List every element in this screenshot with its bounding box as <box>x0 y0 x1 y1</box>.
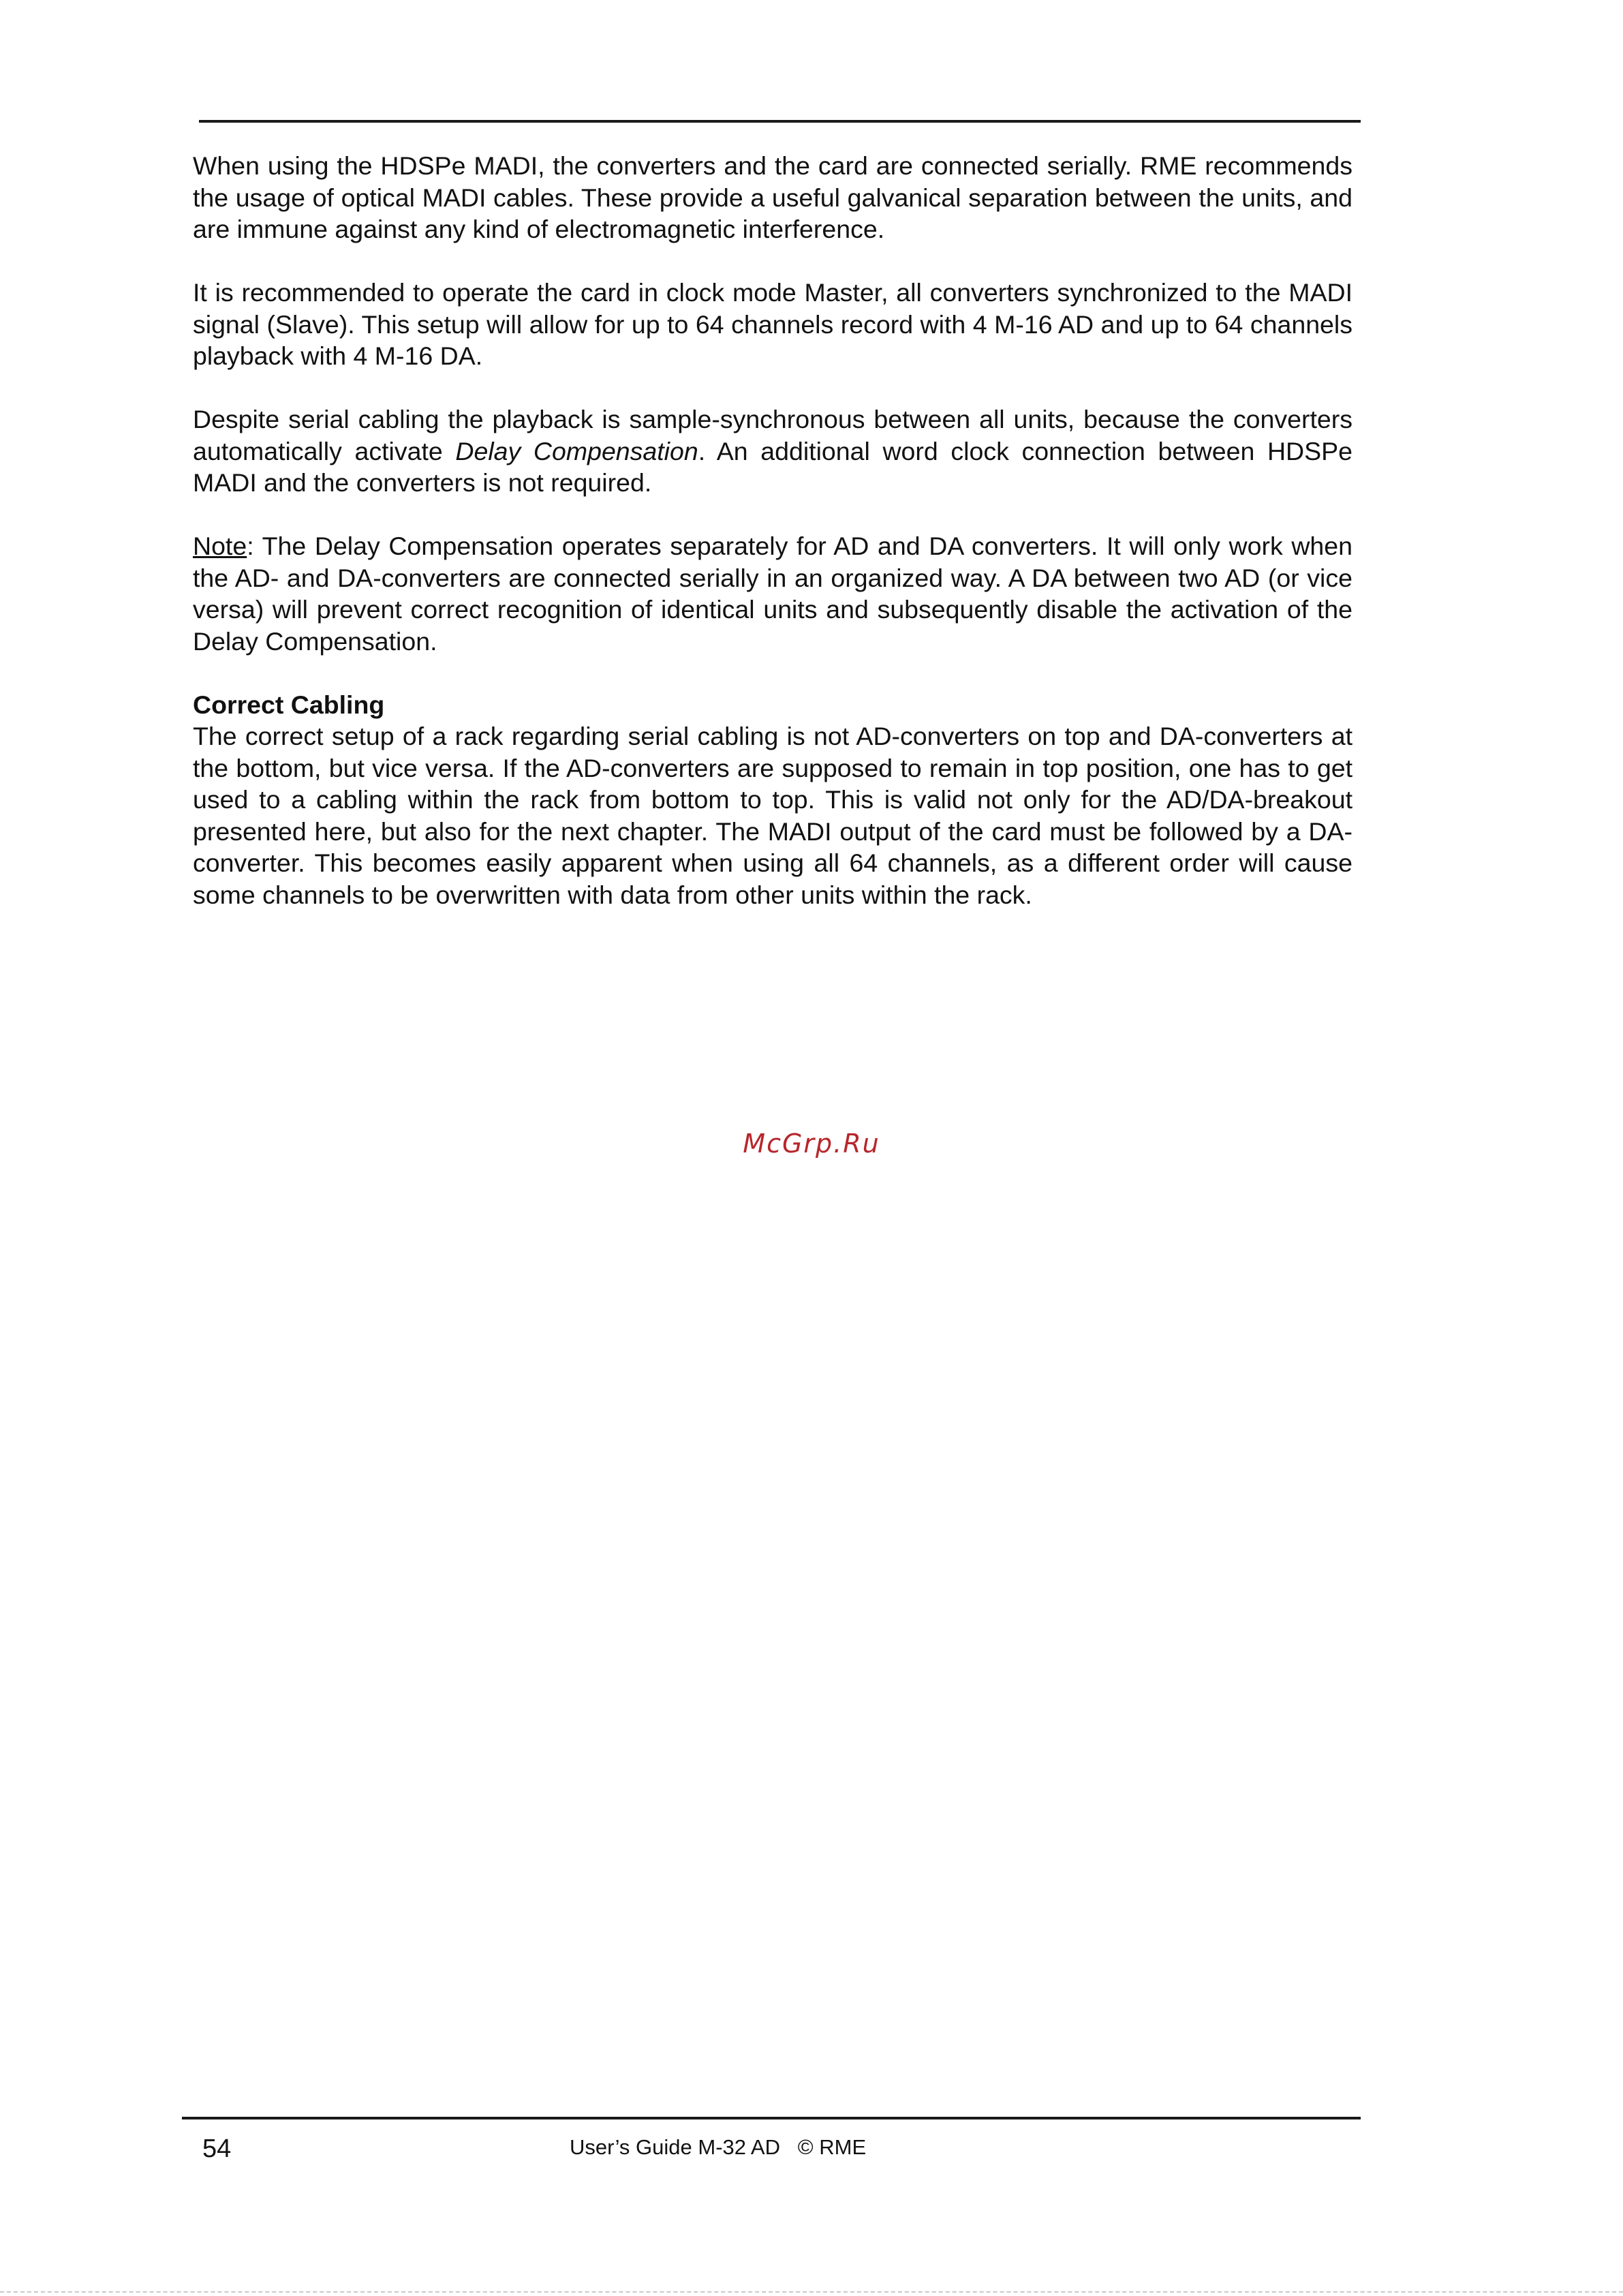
paragraph-note <box>193 530 1352 657</box>
section-heading-correct-cabling: Correct Cabling <box>193 690 385 719</box>
delay-text-after: . An additional word clock connection between HDSPe MADI and the converters is not required. <box>193 436 1352 497</box>
note-text: : The Delay Compensation operates separately for AD and DA converters. It will only work when the AD- and DA-converters are connected serially in an organized way. A DA between two AD (or vice versa) will prevent correct recognition of identical units and subsequently disable the activation of the Delay Compensation. <box>193 532 1352 656</box>
watermark: McGrp.Ru <box>743 1129 880 1159</box>
paragraph-serial-connection: When using the HDSPe MADI, the converters and the card are connected serially. RME recommends the usage of optical MADI cables. These provide a useful galvanical separation between the units, and are immune against any kind of electromagnetic interference. <box>193 151 1352 243</box>
footer-guide-title: User’s Guide M-32 AD © RME <box>570 2135 867 2159</box>
page-number: 54 <box>202 2134 232 2163</box>
footer-rule <box>182 2117 1361 2119</box>
note-label: Note <box>193 532 247 560</box>
page-body <box>193 150 1352 910</box>
delay-compensation-term: Delay Compensation <box>455 436 698 465</box>
paragraph-delay-compensation <box>193 403 1352 499</box>
page-edge <box>0 2291 1623 2293</box>
header-rule <box>199 120 1361 123</box>
delay-text-before: Despite serial cabling the playback is sample-synchronous between all units, because the converters automatically activate <box>193 405 1352 465</box>
paragraph-clock-mode: It is recommended to operate the card in clock mode Master, all converters synchronized to the MADI signal (Slave). This setup will allow for up to 64 channels record with 4 M-16 AD and up to 64 channels playback with 4 M-16 DA. <box>193 278 1352 370</box>
paragraph-correct-cabling: The correct setup of a rack regarding serial cabling is not AD-converters on top and DA-converters at the bottom, but vice versa. If the AD-converters are supposed to remain in top position, one has to get used to a cabling within the rack from bottom to top. This is valid not only for the AD/DA-breakout presented here, but also for the next chapter. The MADI output of the card must be followed by a DA-converter. This becomes easily apparent when using all 64 channels, as a different order will cause some channels to be overwritten with data from other units within the rack. <box>193 722 1352 909</box>
